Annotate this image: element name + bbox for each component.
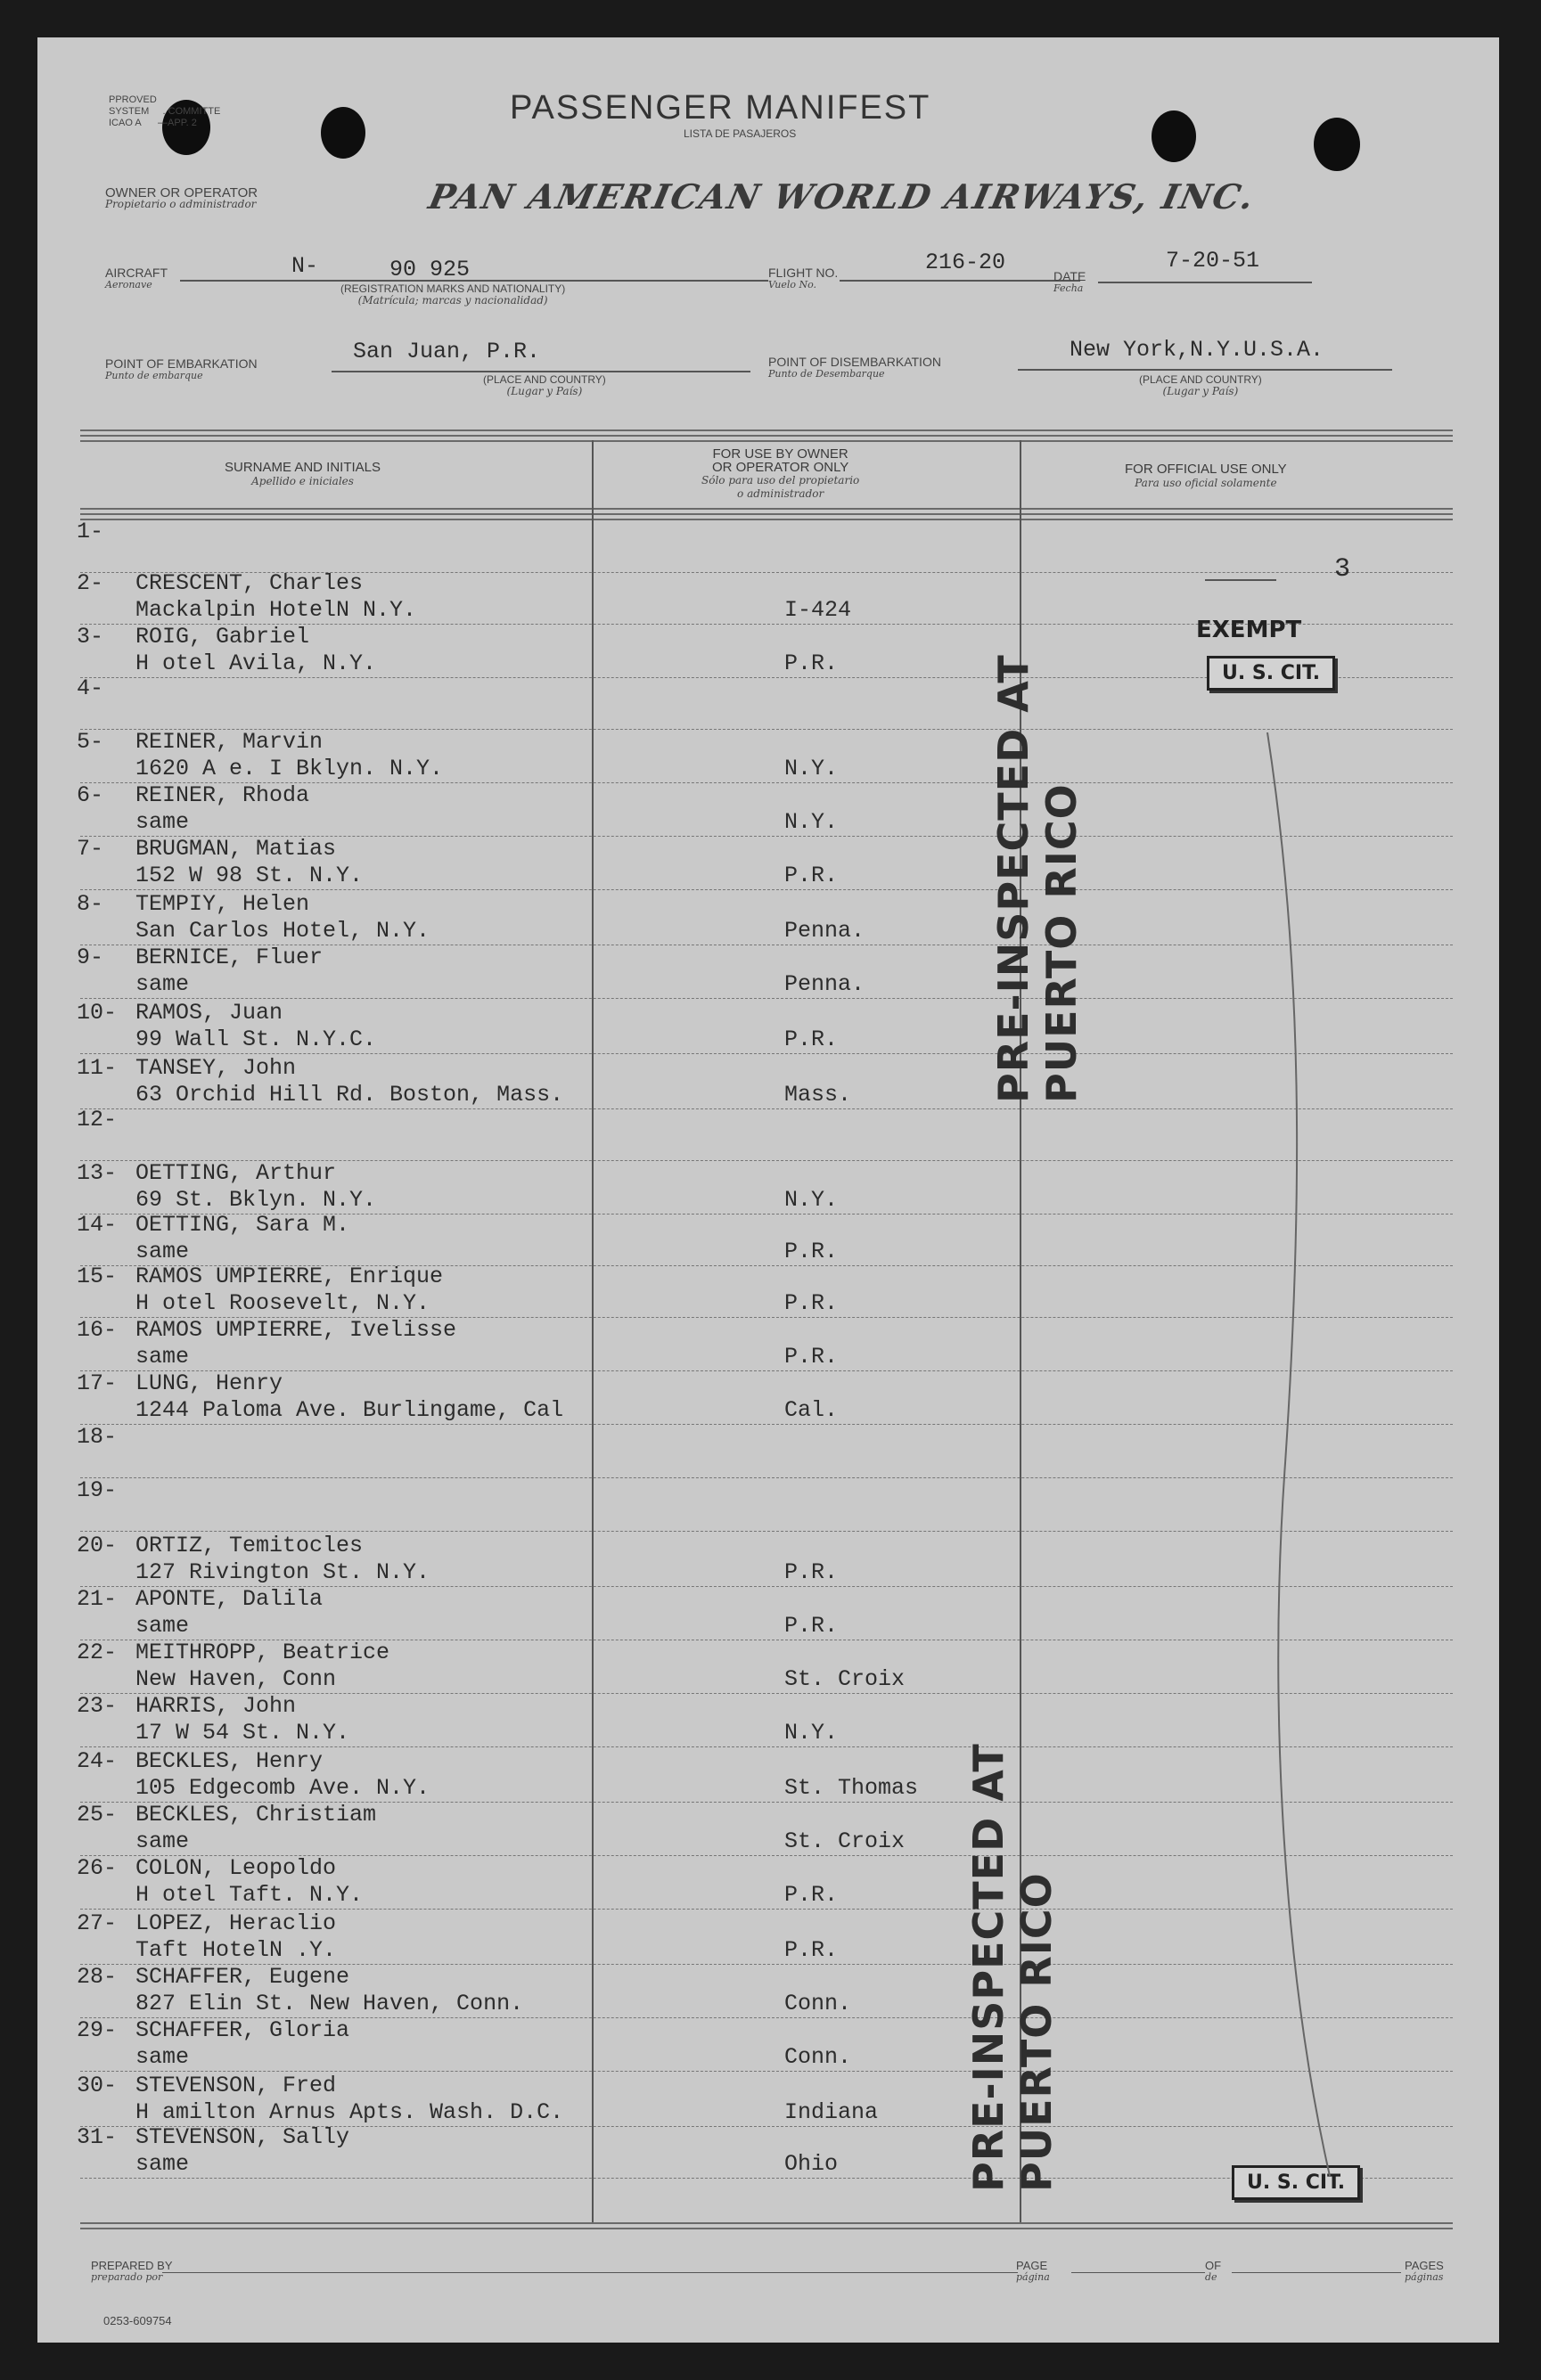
owner-value: PAN AMERICAN WORLD AIRWAYS, INC. xyxy=(425,176,1259,217)
flight-value: 216-20 xyxy=(925,249,1006,275)
row-number: 4- xyxy=(77,675,104,701)
passenger-address: H otel Roosevelt, N.Y. xyxy=(135,1290,430,1316)
row-rule xyxy=(80,1477,1453,1478)
table-top-rule xyxy=(80,429,1453,431)
column-divider xyxy=(592,440,594,2222)
aircraft-label: AIRCRAFT Aeronave xyxy=(105,266,168,290)
row-rule xyxy=(80,1108,1453,1109)
owner-use-value: N.Y. xyxy=(784,1720,839,1746)
owner-use-value: St. Croix xyxy=(784,1828,906,1854)
count-dash xyxy=(1205,579,1276,581)
passenger-address: San Carlos Hotel, N.Y. xyxy=(135,918,430,944)
passenger-address: same xyxy=(135,1344,190,1370)
passenger-name: TEMPIY, Helen xyxy=(135,891,310,917)
row-rule xyxy=(80,1370,1453,1371)
us-cit-stamp: U. S. CIT. xyxy=(1232,2165,1360,2200)
row-number: 22- xyxy=(77,1640,118,1665)
row-rule xyxy=(80,998,1453,999)
passenger-name: RAMOS UMPIERRE, Enrique xyxy=(135,1264,444,1289)
row-rule xyxy=(80,1424,1453,1425)
passenger-name: STEVENSON, Sally xyxy=(135,2124,350,2150)
table-header-rule xyxy=(80,519,1453,520)
of-label: OF de xyxy=(1205,2259,1222,2283)
registration-caption: (REGISTRATION MARKS AND NATIONALITY) (Matrícula; marcas y nacionalidad) xyxy=(340,282,566,307)
preinspected-stamp: PRE-INSPECTED AT PUERTO RICO xyxy=(989,654,1086,1103)
table-top-rule xyxy=(80,435,1453,437)
approval-line: . COMMITTE xyxy=(162,106,221,117)
row-number: 13- xyxy=(77,1160,118,1186)
passenger-address: same xyxy=(135,2044,190,2070)
page-title: PASSENGER MANIFEST xyxy=(510,89,931,127)
date-value: 7-20-51 xyxy=(1166,248,1260,274)
owner-use-value: Mass. xyxy=(784,1082,852,1108)
table-top-rule xyxy=(80,440,1453,442)
pencil-bracket-line xyxy=(1250,732,1357,2194)
passenger-address: same xyxy=(135,971,190,997)
prepared-by-underline xyxy=(162,2272,1018,2273)
row-number: 1- xyxy=(77,519,104,544)
page-label: PAGE página xyxy=(1016,2259,1050,2283)
passenger-name: OETTING, Sara M. xyxy=(135,1212,350,1238)
row-number: 27- xyxy=(77,1910,118,1936)
owner-use-value: St. Thomas xyxy=(784,1775,919,1801)
passenger-name: LUNG, Henry xyxy=(135,1370,283,1396)
row-rule xyxy=(80,1909,1453,1910)
punch-hole xyxy=(1152,110,1196,162)
passenger-address: H amilton Arnus Apts. Wash. D.C. xyxy=(135,2099,564,2125)
row-number: 8- xyxy=(77,891,104,917)
pages-label: PAGES páginas xyxy=(1405,2259,1444,2283)
disembarkation-value: New York,N.Y.U.S.A. xyxy=(1070,337,1324,363)
row-number: 10- xyxy=(77,1000,118,1026)
row-number: 12- xyxy=(77,1107,118,1133)
embarkation-underline xyxy=(332,371,750,372)
passenger-address: 1620 A e. I Bklyn. N.Y. xyxy=(135,756,444,781)
row-number: 7- xyxy=(77,836,104,862)
row-number: 14- xyxy=(77,1212,118,1238)
passenger-name: ORTIZ, Temitocles xyxy=(135,1533,364,1558)
passenger-address: 127 Rivington St. N.Y. xyxy=(135,1559,430,1585)
passenger-name: SCHAFFER, Eugene xyxy=(135,1964,350,1990)
row-number: 5- xyxy=(77,729,104,755)
row-rule xyxy=(80,1053,1453,1054)
embark-place-caption: (PLACE AND COUNTRY) (Lugar y País) xyxy=(483,373,606,397)
row-number: 23- xyxy=(77,1693,118,1719)
passenger-address: Mackalpin HotelN N.Y. xyxy=(135,597,417,623)
row-number: 3- xyxy=(77,624,104,650)
passenger-address: 69 St. Bklyn. N.Y. xyxy=(135,1187,377,1213)
passenger-address: same xyxy=(135,809,190,835)
owner-use-value: P.R. xyxy=(784,1937,839,1963)
row-number: 6- xyxy=(77,782,104,808)
passenger-address: Taft HotelN .Y. xyxy=(135,1937,337,1963)
page-subtitle: LISTA DE PASAJEROS xyxy=(684,127,797,140)
row-number: 24- xyxy=(77,1748,118,1774)
owner-use-value: N.Y. xyxy=(784,809,839,835)
owner-use-value: P.R. xyxy=(784,1290,839,1316)
owner-use-value: P.R. xyxy=(784,650,839,676)
owner-use-value: Ohio xyxy=(784,2151,839,2177)
disembark-place-caption: (PLACE AND COUNTRY) (Lugar y País) xyxy=(1139,373,1262,397)
owner-use-value: N.Y. xyxy=(784,1187,839,1213)
exempt-mark: EXEMPT xyxy=(1196,617,1302,643)
passenger-name: HARRIS, John xyxy=(135,1693,297,1719)
row-number: 2- xyxy=(77,570,104,596)
owner-use-value: P.R. xyxy=(784,1239,839,1264)
approval-line: SYSTEM xyxy=(109,106,150,117)
passenger-name: ROIG, Gabriel xyxy=(135,624,310,650)
passenger-name: SCHAFFER, Gloria xyxy=(135,2017,350,2043)
owner-use-value: P.R. xyxy=(784,1559,839,1585)
owner-label: OWNER OR OPERATOR Propietario o administrador xyxy=(105,185,258,210)
passenger-address: 99 Wall St. N.Y.C. xyxy=(135,1026,377,1052)
owner-use-value: I-424 xyxy=(784,597,852,623)
passenger-address: 105 Edgecomb Ave. N.Y. xyxy=(135,1775,430,1801)
passenger-address: H otel Taft. N.Y. xyxy=(135,1882,364,1908)
row-number: 9- xyxy=(77,945,104,970)
row-number: 25- xyxy=(77,1802,118,1828)
flight-underline xyxy=(840,280,1080,282)
row-number: 18- xyxy=(77,1424,118,1450)
owner-use-value: Cal. xyxy=(784,1397,839,1423)
page-underline xyxy=(1071,2272,1205,2273)
embarkation-label: POINT OF EMBARKATION Punto de embarque xyxy=(105,356,258,381)
approval-block xyxy=(109,94,220,129)
table-bottom-rule xyxy=(80,2228,1453,2229)
passenger-name: REINER, Rhoda xyxy=(135,782,310,808)
passenger-name: STEVENSON, Fred xyxy=(135,2073,337,2098)
passenger-name: OETTING, Arthur xyxy=(135,1160,337,1186)
form-code: 0253-609754 xyxy=(103,2314,172,2327)
row-number: 20- xyxy=(77,1533,118,1558)
approval-line: PPROVED xyxy=(109,94,157,105)
punch-hole xyxy=(1314,118,1360,171)
passenger-name: RAMOS, Juan xyxy=(135,1000,283,1026)
passenger-name: RAMOS UMPIERRE, Ivelisse xyxy=(135,1317,457,1343)
of-underline xyxy=(1232,2272,1401,2273)
row-rule xyxy=(80,1531,1453,1532)
passenger-address: 152 W 98 St. N.Y. xyxy=(135,863,364,888)
passenger-address: 63 Orchid Hill Rd. Boston, Mass. xyxy=(135,1082,564,1108)
passenger-name: LOPEZ, Heraclio xyxy=(135,1910,337,1936)
row-rule xyxy=(80,2071,1453,2072)
row-number: 11- xyxy=(77,1055,118,1081)
row-number: 19- xyxy=(77,1477,118,1503)
passenger-address: same xyxy=(135,1828,190,1854)
date-underline xyxy=(1098,282,1312,283)
passenger-name: BERNICE, Fluer xyxy=(135,945,324,970)
aircraft-prefix: N- xyxy=(291,253,319,279)
passenger-name: COLON, Leopoldo xyxy=(135,1855,337,1881)
row-number: 16- xyxy=(77,1317,118,1343)
table-bottom-rule xyxy=(80,2222,1453,2224)
row-number: 28- xyxy=(77,1964,118,1990)
passenger-address: 827 Elin St. New Haven, Conn. xyxy=(135,1991,524,2016)
owner-use-value: Penna. xyxy=(784,918,865,944)
row-number: 21- xyxy=(77,1586,118,1612)
passenger-name: BRUGMAN, Matias xyxy=(135,836,337,862)
preinspected-stamp: PRE-INSPECTED AT PUERTO RICO xyxy=(964,1743,1061,2192)
punch-hole xyxy=(321,107,365,159)
row-number: 26- xyxy=(77,1855,118,1881)
table-header-rule xyxy=(80,513,1453,515)
row-rule xyxy=(80,1746,1453,1747)
row-number: 29- xyxy=(77,2017,118,2043)
disembarkation-label: POINT OF DISEMBARKATION Punto de Desembarque xyxy=(768,355,941,380)
owner-use-value: P.R. xyxy=(784,1026,839,1052)
flight-label: FLIGHT NO. Vuelo No. xyxy=(768,266,839,290)
passenger-name: BECKLES, Christiam xyxy=(135,1802,377,1828)
passenger-address: same xyxy=(135,1613,190,1639)
passenger-address: New Haven, Conn xyxy=(135,1666,337,1692)
count-mark: 3 xyxy=(1334,554,1351,585)
row-number: 31- xyxy=(77,2124,118,2150)
owner-use-value: P.R. xyxy=(784,1882,839,1908)
date-label: DATE Fecha xyxy=(1053,269,1086,294)
approval-line: ICAO A xyxy=(109,118,142,128)
passenger-address: 17 W 54 St. N.Y. xyxy=(135,1720,350,1746)
owner-use-value: Conn. xyxy=(784,2044,852,2070)
passenger-name: TANSEY, John xyxy=(135,1055,297,1081)
prepared-by-label: PREPARED BY preparado por xyxy=(91,2259,173,2283)
owner-use-value: Penna. xyxy=(784,971,865,997)
passenger-address: 1244 Paloma Ave. Burlingame, Cal xyxy=(135,1397,564,1423)
aircraft-value: 90 925 xyxy=(389,257,471,282)
owner-use-value: St. Croix xyxy=(784,1666,906,1692)
col-header-official: FOR OFFICIAL USE ONLY Para uso oficial solamente xyxy=(1125,462,1287,489)
owner-use-value: P.R. xyxy=(784,1613,839,1639)
owner-use-value: N.Y. xyxy=(784,756,839,781)
passenger-address: H otel Avila, N.Y. xyxy=(135,650,377,676)
owner-use-value: P.R. xyxy=(784,1344,839,1370)
passenger-name: APONTE, Dalila xyxy=(135,1586,324,1612)
embarkation-value: San Juan, P.R. xyxy=(353,339,541,364)
manifest-sheet xyxy=(37,37,1499,2343)
col-header-owner-use: FOR USE BY OWNER OR OPERATOR ONLY Sólo para uso del propietario o administrador xyxy=(701,446,860,500)
owner-use-value: Indiana xyxy=(784,2099,879,2125)
passenger-name: MEITHROPP, Beatrice xyxy=(135,1640,390,1665)
row-rule xyxy=(80,889,1453,890)
row-number: 15- xyxy=(77,1264,118,1289)
table-header-rule xyxy=(80,508,1453,510)
passenger-name: REINER, Marvin xyxy=(135,729,324,755)
row-number: 17- xyxy=(77,1370,118,1396)
owner-use-value: Conn. xyxy=(784,1991,852,2016)
approval-line: —APP. 2 xyxy=(158,118,197,128)
aircraft-underline xyxy=(180,280,768,282)
us-cit-stamp: U. S. CIT. xyxy=(1207,656,1335,691)
passenger-address: same xyxy=(135,1239,190,1264)
passenger-address: same xyxy=(135,2151,190,2177)
owner-use-value: P.R. xyxy=(784,863,839,888)
row-number: 30- xyxy=(77,2073,118,2098)
col-header-surname: SURNAME AND INITIALS Apellido e iniciales xyxy=(225,460,381,487)
passenger-name: CRESCENT, Charles xyxy=(135,570,364,596)
disembarkation-underline xyxy=(1018,369,1392,371)
passenger-name: BECKLES, Henry xyxy=(135,1748,324,1774)
